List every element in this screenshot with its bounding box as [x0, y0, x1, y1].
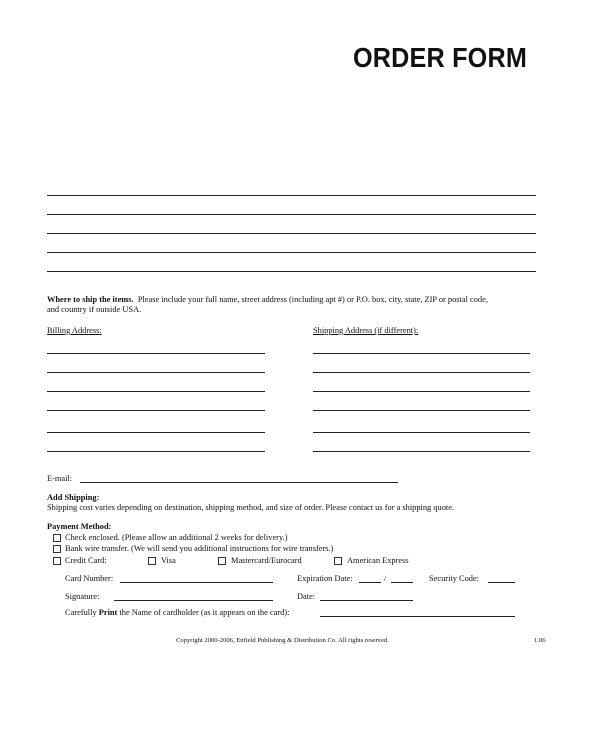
- check-enclosed-checkbox[interactable]: [53, 534, 61, 542]
- shipping-line-6[interactable]: [313, 451, 530, 452]
- signature-field[interactable]: [114, 600, 273, 601]
- add-shipping-text: Shipping cost varies depending on destination, shipping method, and size of order. Please contact us for a shipping quote.: [47, 503, 455, 512]
- name-line-4[interactable]: [47, 252, 536, 253]
- page-title: ORDER FORM: [353, 42, 527, 73]
- security-code-field[interactable]: [488, 582, 515, 583]
- payment-method-heading: Payment Method:: [47, 522, 112, 531]
- signature-label: Signature:: [65, 592, 100, 601]
- footer-version: 1.06: [534, 637, 546, 644]
- date-label: Date:: [297, 592, 316, 601]
- date-field[interactable]: [320, 600, 413, 601]
- security-code-label: Security Code:: [429, 574, 480, 583]
- footer-copyright: Copyright 2000-2006, Enfield Publishing & Distribution Co. All rights reserved.: [176, 637, 389, 644]
- wire-transfer-checkbox[interactable]: [53, 545, 61, 553]
- ship-instructions-text: Please include your full name, street address (including apt #) or P.O. box, city, state, ZIP or postal code,: [137, 295, 488, 304]
- ship-heading: Where to ship the items.: [47, 295, 134, 304]
- print-name-label: [65, 608, 289, 618]
- expiration-separator: /: [384, 574, 387, 583]
- billing-address-label: Billing Address:: [47, 326, 102, 335]
- check-enclosed-label: Check enclosed. (Please allow an additional 2 weeks for delivery.): [65, 533, 288, 542]
- name-line-3[interactable]: [47, 233, 536, 234]
- expiration-month-field[interactable]: [359, 582, 381, 583]
- ship-instructions: [47, 295, 488, 305]
- billing-line-3[interactable]: [47, 391, 265, 392]
- cardholder-name-field[interactable]: [320, 616, 515, 617]
- shipping-address-label: Shipping Address (if different):: [313, 326, 419, 335]
- billing-line-5[interactable]: [47, 432, 265, 433]
- mastercard-checkbox[interactable]: [218, 557, 226, 565]
- shipping-line-2[interactable]: [313, 372, 530, 373]
- add-shipping-heading: Add Shipping:: [47, 493, 100, 502]
- expiration-year-field[interactable]: [391, 582, 413, 583]
- expiration-date-label: Expiration Date:: [297, 574, 353, 583]
- billing-line-6[interactable]: [47, 451, 265, 452]
- print-name-pre: Carefully: [65, 608, 99, 617]
- amex-checkbox[interactable]: [334, 557, 342, 565]
- credit-card-checkbox[interactable]: [53, 557, 61, 565]
- name-line-2[interactable]: [47, 214, 536, 215]
- visa-label: Visa: [161, 556, 176, 565]
- name-line-5[interactable]: [47, 271, 536, 272]
- email-label: E-mail:: [47, 474, 73, 483]
- mastercard-label: Mastercard/Eurocard: [231, 556, 302, 565]
- visa-checkbox[interactable]: [148, 557, 156, 565]
- print-name-post: the Name of cardholder (as it appears on the card):: [117, 608, 290, 617]
- billing-line-2[interactable]: [47, 372, 265, 373]
- credit-card-label: Credit Card:: [65, 556, 107, 565]
- card-number-label: Card Number:: [65, 574, 114, 583]
- wire-transfer-label: Bank wire transfer. (We will send you additional instructions for wire transfers.): [65, 544, 334, 553]
- card-number-field[interactable]: [120, 582, 273, 583]
- shipping-line-3[interactable]: [313, 391, 530, 392]
- amex-label: American Express: [347, 556, 409, 565]
- shipping-line-5[interactable]: [313, 432, 530, 433]
- name-line-1[interactable]: [47, 195, 536, 196]
- ship-instructions-line2: and country if outside USA.: [47, 305, 142, 314]
- billing-line-1[interactable]: [47, 353, 265, 354]
- billing-line-4[interactable]: [47, 410, 265, 411]
- email-field[interactable]: [80, 482, 398, 483]
- shipping-line-4[interactable]: [313, 410, 530, 411]
- print-name-bold: Print: [98, 608, 118, 617]
- shipping-line-1[interactable]: [313, 353, 530, 354]
